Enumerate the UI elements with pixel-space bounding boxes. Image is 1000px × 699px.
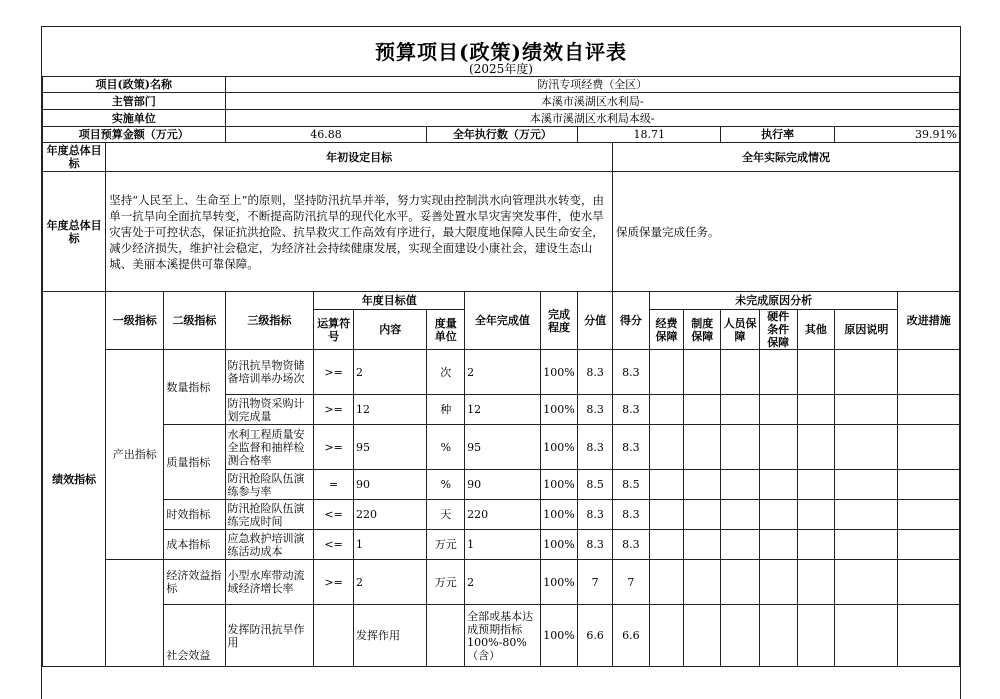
dept-value: 本溪市溪湖区水利局- <box>225 93 959 110</box>
indicator-content: 2 <box>354 560 427 605</box>
table-row <box>43 500 960 530</box>
indicator-unit: 万元 <box>427 560 465 605</box>
indicator-content: 发挥作用 <box>354 605 427 667</box>
indicator-op: >= <box>314 560 354 605</box>
indicator-op: >= <box>314 395 354 425</box>
indicator-content: 90 <box>354 470 427 500</box>
score-full-header: 分值 <box>578 292 613 350</box>
indicator-value: 220 <box>465 500 540 530</box>
indicator-degree: 100% <box>540 530 578 560</box>
indicator-degree: 100% <box>540 605 578 667</box>
indicator-value: 2 <box>465 560 540 605</box>
indicator-value: 1 <box>465 530 540 560</box>
rate-label: 执行率 <box>721 127 835 143</box>
goal-header-label: 年度总体目标 <box>43 143 106 172</box>
full-value-header: 全年完成值 <box>465 292 540 350</box>
indicator-full-score: 8.3 <box>578 425 613 470</box>
indicator-full-score: 7 <box>578 560 613 605</box>
reason-staff-header: 人员保障 <box>721 310 760 350</box>
indicator-name: 水利工程质量安全监督和抽样检测合格率 <box>225 425 314 470</box>
indicator-content: 1 <box>354 530 427 560</box>
indicator-content: 95 <box>354 425 427 470</box>
annual-target-header: 年度目标值 <box>314 292 465 310</box>
initial-goal-text: 坚持“人民至上、生命至上”的原则，坚持防汛抗旱并举，努力实现由控制洪水向管理洪水转变，由单一抗旱向全面抗旱转变，不断提高防汛抗旱的现代化水平。妥善处置水旱灾害突发事件，使水旱灾害处于可控状态，保证抗洪抢险、抗旱救灾工作高效有序进行，最大限度地保障人民生命安全，减少经济损失，维护社会稳定，为经济社会持续健康发展，实现全面建设小康社会，建设生态山城、美丽本溪提供可靠保障。 <box>106 172 613 292</box>
indicator-value: 90 <box>465 470 540 500</box>
initial-goal-label: 年初设定目标 <box>106 143 613 172</box>
indicator-op: <= <box>314 500 354 530</box>
perf-indicator-label: 绩效指标 <box>43 292 106 667</box>
page-title: 预算项目(政策)绩效自评表 <box>375 40 627 64</box>
indicator-name: 发挥防汛抗旱作用 <box>225 605 314 667</box>
indicator-op <box>314 605 354 667</box>
row-budget <box>43 127 960 143</box>
social-indicator-label: 社会效益 <box>164 605 225 667</box>
indicator-score: 8.3 <box>613 500 650 530</box>
indicator-unit: % <box>427 425 465 470</box>
table-row <box>43 350 960 395</box>
level1-header: 一级指标 <box>106 292 164 350</box>
op-header: 运算符号 <box>314 310 354 350</box>
budget-label: 项目预算金额（万元） <box>43 127 226 143</box>
impl-value: 本溪市溪湖区水利局本级- <box>225 110 959 127</box>
indicator-degree: 100% <box>540 425 578 470</box>
table-row <box>43 530 960 560</box>
row-header-1 <box>43 292 960 310</box>
indicator-degree: 100% <box>540 560 578 605</box>
indicator-unit: 天 <box>427 500 465 530</box>
project-name-label: 项目(政策)名称 <box>43 77 226 93</box>
indicator-unit: 种 <box>427 395 465 425</box>
indicator-degree: 100% <box>540 470 578 500</box>
score-header: 得分 <box>613 292 650 350</box>
indicator-score: 8.3 <box>613 350 650 395</box>
quantity-indicator-label: 数量指标 <box>164 350 225 425</box>
row-project-name <box>43 77 960 93</box>
actual-completion-text: 保质保量完成任务。 <box>613 172 960 292</box>
indicator-full-score: 6.6 <box>578 605 613 667</box>
indicator-content: 2 <box>354 350 427 395</box>
indicator-op: = <box>314 470 354 500</box>
reason-explain-header: 原因说明 <box>835 310 898 350</box>
indicator-full-score: 8.3 <box>578 395 613 425</box>
unit-header: 度量单位 <box>427 310 465 350</box>
indicator-name: 防汛物资采购计划完成量 <box>225 395 314 425</box>
indicator-score: 7 <box>613 560 650 605</box>
row-goal-header <box>43 143 960 172</box>
dept-label: 主管部门 <box>43 93 226 110</box>
table-row <box>43 425 960 470</box>
indicator-full-score: 8.3 <box>578 500 613 530</box>
project-name-value: 防汛专项经费（全区） <box>225 77 959 93</box>
exec-label: 全年执行数（万元） <box>427 127 578 143</box>
indicator-degree: 100% <box>540 500 578 530</box>
timeliness-indicator-label: 时效指标 <box>164 500 225 530</box>
row-impl <box>43 110 960 127</box>
indicator-op: >= <box>314 425 354 470</box>
indicator-value: 2 <box>465 350 540 395</box>
row-dept <box>43 93 960 110</box>
indicator-content: 12 <box>354 395 427 425</box>
budget-value: 46.88 <box>225 127 427 143</box>
rate-value: 39.91% <box>835 127 960 143</box>
content-header: 内容 <box>354 310 427 350</box>
reason-funding-header: 经费保障 <box>649 310 684 350</box>
indicator-score: 8.3 <box>613 530 650 560</box>
indicator-op: >= <box>314 350 354 395</box>
indicator-op: <= <box>314 530 354 560</box>
indicator-name: 应急救护培训演练活动成本 <box>225 530 314 560</box>
indicator-unit: 次 <box>427 350 465 395</box>
reason-other-header: 其他 <box>797 310 835 350</box>
reason-system-header: 制度保障 <box>684 310 721 350</box>
indicator-unit <box>427 605 465 667</box>
indicator-content: 220 <box>354 500 427 530</box>
level3-header: 三级指标 <box>225 292 314 350</box>
indicator-degree: 100% <box>540 350 578 395</box>
year-subtitle: (2025年度) <box>469 62 533 76</box>
output-indicator-label: 产出指标 <box>106 350 164 560</box>
degree-header: 完成程度 <box>540 292 578 350</box>
indicator-unit: 万元 <box>427 530 465 560</box>
exec-value: 18.71 <box>578 127 721 143</box>
indicator-score: 6.6 <box>613 605 650 667</box>
indicator-name: 防汛抗旱物资储备培训举办场次 <box>225 350 314 395</box>
indicator-name: 防汛抢险队伍演练参与率 <box>225 470 314 500</box>
indicator-name: 小型水库带动流域经济增长率 <box>225 560 314 605</box>
indicator-value: 95 <box>465 425 540 470</box>
goal-row-label: 年度总体目标 <box>43 172 106 292</box>
impl-label: 实施单位 <box>43 110 226 127</box>
indicator-score: 8.3 <box>613 395 650 425</box>
indicator-full-score: 8.3 <box>578 350 613 395</box>
indicator-full-score: 8.3 <box>578 530 613 560</box>
row-goal <box>43 172 960 292</box>
indicator-score: 8.3 <box>613 425 650 470</box>
indicator-value: 12 <box>465 395 540 425</box>
evaluation-sheet <box>41 26 961 699</box>
evaluation-table <box>42 76 960 667</box>
indicator-value: 全部或基本达成预期指标100%-80%（含） <box>465 605 540 667</box>
reason-hardware-header: 硬件条件保障 <box>759 310 797 350</box>
cost-indicator-label: 成本指标 <box>164 530 225 560</box>
indicator-score: 8.5 <box>613 470 650 500</box>
level2-header: 二级指标 <box>164 292 225 350</box>
indicator-full-score: 8.5 <box>578 470 613 500</box>
table-row <box>43 605 960 667</box>
econ-indicator-label: 经济效益指标 <box>164 560 225 605</box>
indicator-degree: 100% <box>540 395 578 425</box>
indicator-unit: % <box>427 470 465 500</box>
improve-header: 改进措施 <box>898 292 960 350</box>
reason-analysis-header: 未完成原因分析 <box>649 292 898 310</box>
quality-indicator-label: 质量指标 <box>164 425 225 500</box>
actual-completion-label: 全年实际完成情况 <box>613 143 960 172</box>
indicator-name: 防汛抢险队伍演练完成时间 <box>225 500 314 530</box>
table-row <box>43 560 960 605</box>
